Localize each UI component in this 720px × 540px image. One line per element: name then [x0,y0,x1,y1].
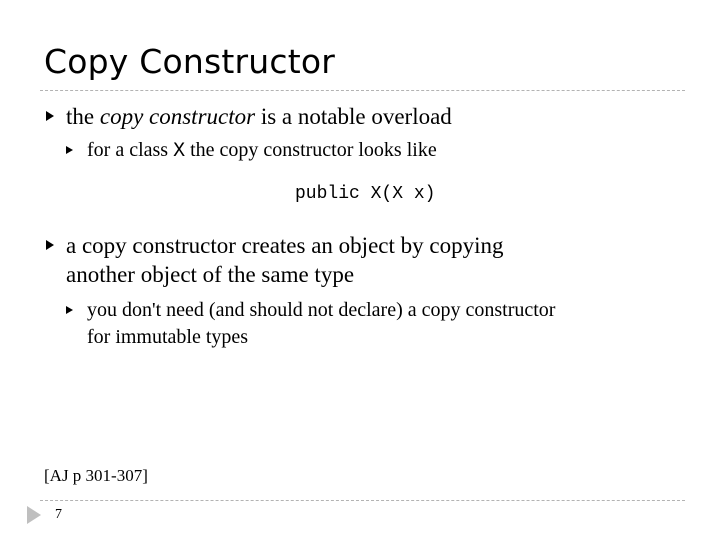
bullet-line-2: another object of the same type [66,262,355,287]
sub-line-1: you don't need (and should not declare) a copy constructor [87,299,556,321]
sub-bullet-marker-icon [66,306,73,314]
sub-text-post: the copy constructor looks like [185,139,437,161]
class-name-code: X [173,140,186,163]
slide-title: Copy Constructor [44,42,335,81]
bullet-marker-icon [46,111,54,121]
bullet-marker-icon [46,240,54,250]
bullet-copy-constructor [66,102,452,131]
title-divider [40,90,685,91]
bullet-text-post: is a notable overload [255,104,452,129]
code-example: public X(X x) [295,184,436,204]
bullet-text-pre: the [66,104,100,129]
reference-citation: [AJ p 301-307] [44,466,148,485]
sub-bullet-marker-icon [66,146,73,154]
bullet-creates-object [66,231,503,289]
sub-text-pre: for a class [87,139,174,161]
page-marker-icon [27,506,41,524]
page-number: 7 [55,507,62,522]
bullet-line-1: a copy constructor creates an object by copying [66,233,504,258]
bullet-text-emphasis: copy constructor [99,104,256,129]
sub-bullet-immutable [87,297,555,351]
sub-line-2: for immutable types [87,326,249,348]
footer-divider [40,500,685,501]
sub-bullet-class-x [87,137,437,165]
